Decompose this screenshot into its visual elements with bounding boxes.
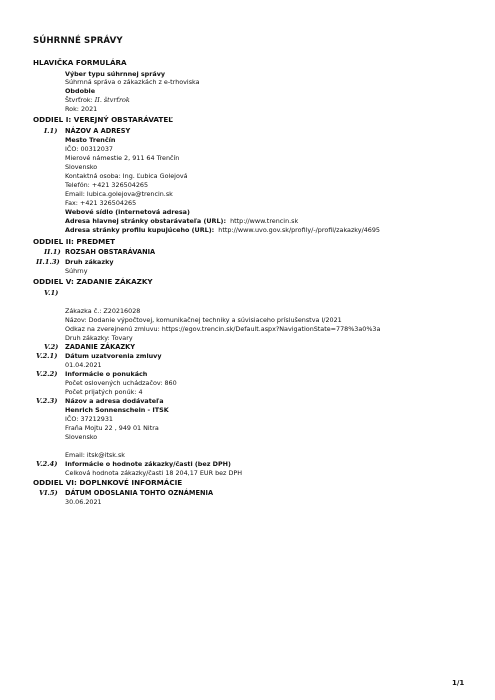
- section-6-5-number: VI.5): [39, 489, 58, 497]
- main-url-link[interactable]: http://www.trencin.sk: [230, 217, 299, 225]
- form-header-heading: HLAVIČKA FORMULÁRA: [33, 58, 127, 67]
- year-line: [65, 105, 97, 113]
- contractor-address: Fraňa Mojtu 22 , 949 01 Nitra: [65, 424, 159, 432]
- main-url-line: [65, 217, 298, 225]
- year-value: 2021: [80, 105, 98, 113]
- section-2-1-3-number: II.1.3): [36, 258, 60, 266]
- names-addresses-heading: NÁZOV A ADRESY: [65, 127, 131, 135]
- main-url-label: Adresa hlavnej stránky obstarávateľa (URL):: [65, 217, 227, 225]
- quarter-label: Štvrťrok:: [65, 96, 93, 104]
- dispatch-date-heading: DÁTUM ODOSLANIA TOHTO OZNÁMENIA: [65, 489, 214, 497]
- contract-value: Celková hodnota zákazky/časti 18 204,17 EUR bez DPH: [65, 469, 243, 477]
- award-heading: ZADANIE ZÁKAZKY: [65, 343, 135, 351]
- profile-url-label: Adresa stránky profilu kupujúceho (URL):: [65, 226, 215, 234]
- contractor-email: Email: itsk@itsk.sk: [65, 451, 125, 459]
- phone: Telefón: +421 326504265: [65, 181, 149, 189]
- section-5-2-4-number: V.2.4): [36, 460, 58, 468]
- section-5-2-1-number: V.2.1): [36, 352, 58, 360]
- contractor-heading: Názov a adresa dodávateľa: [65, 397, 164, 405]
- section-5-2-3-number: V.2.3): [36, 397, 58, 405]
- contract-type-label: Druh zákazky: [65, 258, 114, 266]
- contractor-ico: IČO: 37212931: [65, 415, 113, 423]
- authority-country: Slovensko: [65, 163, 98, 171]
- section-6-heading: ODDIEL VI: DOPLNKOVÉ INFORMÁCIE: [33, 478, 183, 487]
- section-5-2-number: V.2): [44, 343, 59, 351]
- contract-kind: Druh zákazky: Tovary: [65, 334, 133, 342]
- section-5-heading: ODDIEL V: ZADANIE ZÁKAZKY: [33, 277, 153, 286]
- profile-url-line: [65, 226, 380, 234]
- section-2-heading: ODDIEL II: PREDMET: [33, 237, 116, 246]
- report-type-value: Súhrnná správa o zákazkách z e-trhoviska: [65, 78, 200, 86]
- year-label: Rok:: [65, 105, 79, 113]
- authority-ico: IČO: 00312037: [65, 145, 113, 153]
- page-number: 1/1: [452, 679, 465, 687]
- period-label: Obdobie: [65, 87, 96, 95]
- value-heading: Informácie o hodnote zákazky/časti (bez DPH): [65, 460, 231, 468]
- contractor-name: Henrich Sonnenschein - ITSK: [65, 406, 169, 414]
- section-5-2-2-number: V.2.2): [36, 370, 58, 378]
- quarter-value: II. štvrťrok: [94, 96, 130, 104]
- conclusion-date-heading: Dátum uzatvorenia zmluvy: [65, 352, 162, 360]
- offers-received: Počet prijatých ponúk: 4: [65, 388, 143, 396]
- section-2-1-number: II.1): [44, 248, 61, 256]
- dispatch-date: 30.06.2021: [65, 498, 102, 506]
- report-type-label: Výber typu súhrnnej správy: [65, 70, 166, 78]
- authority-address: Mierové námestie 2, 911 64 Trenčín: [65, 154, 180, 162]
- contract-number: Zákazka č.: Z20216028: [65, 307, 141, 315]
- contractor-country: Slovensko: [65, 433, 98, 441]
- section-5-1-number: V.1): [44, 289, 59, 297]
- contact-person: Kontaktná osoba: Ing. Ľubica Golejová: [65, 172, 188, 180]
- authority-name: Mesto Trenčín: [65, 136, 116, 144]
- scope-heading: ROZSAH OBSTARÁVANIA: [65, 248, 156, 256]
- document-title: SÚHRNNÉ SPRÁVY: [33, 36, 123, 46]
- contract-name: Názov: Dodanie výpočtovej, komunikačnej techniky a súvisiaceho príslušenstva I/2021: [65, 316, 342, 324]
- website-heading: Webové sídlo (internetová adresa): [65, 208, 190, 216]
- contract-type-value: Súhrny: [65, 267, 88, 275]
- offers-invited: Počet oslovených uchádzačov: 860: [65, 379, 177, 387]
- contract-link[interactable]: Odkaz na zverejnenú zmluvu: https://egov.trencin.sk/Default.aspx?NavigationState=778%3a0%3a: [65, 325, 381, 333]
- quarter-line: [65, 96, 130, 104]
- profile-url-link[interactable]: http://www.uvo.gov.sk/profily/-/profil/zakazky/4695: [218, 226, 380, 234]
- offers-heading: Informácie o ponukách: [65, 370, 148, 378]
- section-1-1-number: I.1): [44, 127, 58, 135]
- section-1-heading: ODDIEL I: VEREJNÝ OBSTARÁVATEĽ: [33, 115, 173, 124]
- fax: Fax: +421 326504265: [65, 199, 137, 207]
- conclusion-date: 01.04.2021: [65, 361, 102, 369]
- email: Email: lubica.golejova@trencin.sk: [65, 190, 173, 198]
